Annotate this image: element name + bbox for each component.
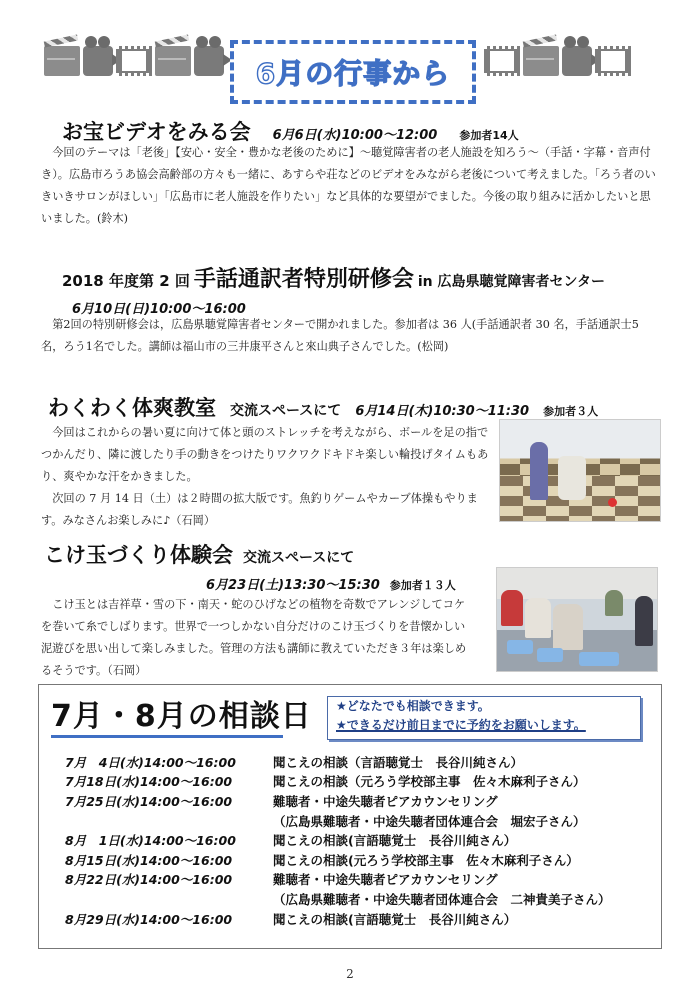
event-datetime: 6月6日(水)10:00～12:00: [272, 128, 438, 143]
decoration-left: [44, 46, 224, 76]
event-location: 交流スペースにて: [243, 550, 355, 566]
notice-line: ★どなたでも相談できます。: [336, 699, 490, 713]
schedule-datetime: 8月 1日(水)14:00～16:00: [65, 833, 236, 849]
event-body-paragraph: 次回の 7 月 14 日（土）は２時間の拡大版です。魚釣りゲームやカーブ体操もやります。みなさんお楽しみに♪（石岡）: [41, 492, 478, 527]
schedule-row: [65, 870, 655, 890]
event-title: わくわく体爽教室: [48, 396, 216, 420]
event-body: こけ玉とは吉祥草・雪の下・南天・蛇のひげなどの植物を奇数でアレンジしてコケを巻いて糸でしばります。世界で一つしかない自分だけのこけ玉づくりを昔懐かしい泥遊びを思い出して楽しみました。管理の方法も講師に教えていただき３年は楽しめるそうです。（石岡）: [41, 598, 467, 677]
schedule-row: [65, 752, 655, 772]
event-title: 手話通訳者特別研修会: [193, 267, 414, 292]
film-strip-icon: [116, 46, 152, 76]
consultation-schedule-box: [38, 684, 662, 949]
page-title: 6月の行事から: [255, 57, 451, 90]
page-title-box: [230, 40, 476, 104]
event-datetime: 6月23日(土)13:30～15:30: [206, 578, 380, 593]
event-location: 交流スペースにて: [230, 403, 342, 419]
schedule-desc: 難聴者・中途失聴者ピアカウンセリング: [273, 793, 498, 809]
event-datetime: 6月10日(日)10:00～16:00: [72, 302, 246, 317]
event-body: [41, 422, 493, 532]
clapperboard-icon: [44, 46, 80, 76]
schedule-desc: 聞こえの相談（元ろう学校部主事 佐々木麻利子さん）: [273, 774, 586, 790]
schedule-datetime: 7月18日(水)14:00～16:00: [65, 774, 233, 790]
moss-ball-workshop-photo: [496, 567, 658, 672]
event-participants: 参加者１３人: [389, 579, 456, 592]
event-heading-4: [44, 539, 354, 569]
schedule-row: [65, 889, 655, 909]
event-body-paragraph: 今回はこれからの暑い夏に向けて体と頭のストレッチを考えながら、ボールを足の指でつかんだり、隣に渡したり手の動きをつけたりワクワクドキドキ楽しい輪投げタイムもあり、爽やかな汗をかきました。: [41, 426, 489, 483]
event-title-suffix: in 広島県聴覚障害者センター: [417, 274, 605, 290]
schedule-list: [65, 752, 655, 928]
event-body: 第2回の特別研修会は，広島県聴覚障害者センターで開かれました。参加者は 36 人(手話通訳者 30 名，手話通訳士5名，ろう1名でした。講師は福山市の三井康平さんと來山典子さんでした。(松岡): [41, 318, 639, 353]
schedule-datetime: 8月22日(水)14:00～16:00: [65, 872, 233, 888]
notice-line: ★できるだけ前日までに予約をお願いします。: [336, 718, 586, 732]
schedule-desc: 聞こえの相談（言語聴覚士 長谷川純さん）: [273, 754, 524, 770]
event-participants: 参加者14人: [459, 129, 519, 142]
schedule-datetime: 8月15日(水)14:00～16:00: [65, 852, 233, 868]
clapperboard-icon: [155, 46, 191, 76]
schedule-desc: 聞こえの相談(言語聴覚士 長谷川純さん）: [273, 833, 517, 849]
notice-box: [327, 696, 641, 740]
clapperboard-icon: [523, 46, 559, 76]
event-meta: [206, 574, 456, 593]
schedule-datetime: 8月29日(水)14:00～16:00: [65, 911, 233, 927]
header-banner: [40, 38, 660, 103]
schedule-datetime: 7月 4日(水)14:00～16:00: [65, 754, 236, 770]
title-underline: [51, 735, 283, 738]
schedule-row: [65, 772, 655, 792]
schedule-row: [65, 791, 655, 811]
film-strip-icon: [595, 46, 631, 76]
decoration-right: [484, 46, 631, 76]
event-participants: 参加者３人: [543, 405, 599, 418]
schedule-row: [65, 811, 655, 831]
schedule-datetime: 7月25日(水)14:00～16:00: [65, 793, 233, 809]
movie-camera-icon: [562, 46, 592, 76]
schedule-row: [65, 909, 655, 929]
event-body: 今回のテーマは「老後」【安心・安全・豊かな老後のために】～聴覚障害者の老人施設を知ろう～（手話・字幕・音声付き）。広島市ろうあ協会高齢部の方々も一緒に、あすらや荘などのビデオをみながら老後について考えました。「ろう者のいきいきサロンがほしい」「広島市に老人施設を作りたい」など具体的な要望がでました。今後の取り組みに活かしたいと思いました。(鈴木): [41, 146, 656, 225]
exercise-class-photo: [499, 419, 661, 522]
movie-camera-icon: [194, 46, 224, 76]
film-strip-icon: [484, 46, 520, 76]
schedule-row: [65, 830, 655, 850]
schedule-desc: （広島県難聴者・中途失聴者団体連合会 二神貴美子さん）: [273, 891, 611, 907]
schedule-row: [65, 850, 655, 870]
movie-camera-icon: [83, 46, 113, 76]
event-title: お宝ビデオをみる会: [62, 120, 251, 144]
event-title-prefix: 2018 年度第 2 回: [62, 272, 190, 290]
consultation-title: 7月・8月の相談日: [51, 699, 312, 734]
schedule-desc: 聞こえの相談(言語聴覚士 長谷川純さん）: [273, 911, 517, 927]
event-datetime: 6月14日(木)10:30～11:30: [355, 404, 530, 419]
schedule-desc: （広島県難聴者・中途失聴者団体連合会 堀宏子さん）: [273, 813, 586, 829]
event-heading-3: [48, 392, 598, 422]
schedule-desc: 聞こえの相談(元ろう学校部主事 佐々木麻利子さん）: [273, 852, 579, 868]
event-title: こけ玉づくり体験会: [44, 543, 233, 567]
schedule-desc: 難聴者・中途失聴者ピアカウンセリング: [273, 872, 498, 888]
event-heading-2: [62, 262, 605, 293]
page-number: 2: [346, 967, 354, 981]
